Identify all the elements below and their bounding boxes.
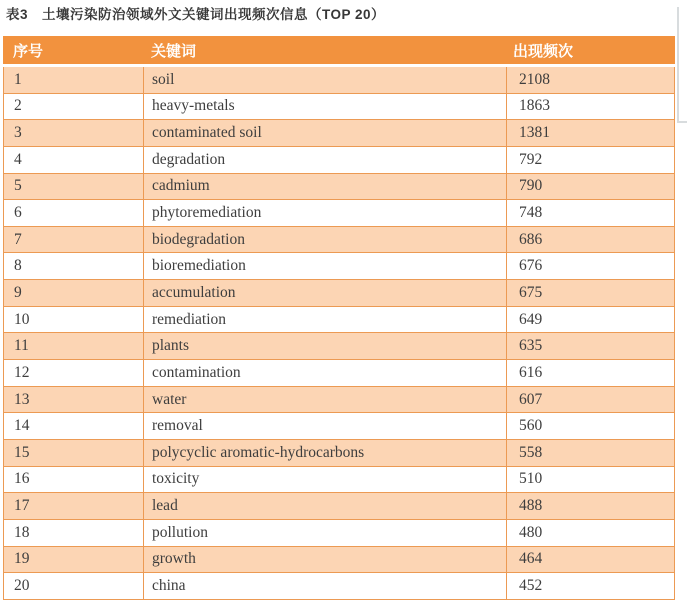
- cell-frequency: 675: [519, 283, 543, 301]
- table-row: [4, 307, 674, 334]
- table-row: [4, 94, 674, 121]
- cell-keyword: bioremediation: [144, 253, 507, 279]
- cell-rank: 2: [4, 94, 144, 120]
- cell-keyword: lead: [144, 493, 507, 519]
- cell-rank: 18: [4, 520, 144, 546]
- table-header-row: [3, 36, 675, 64]
- cell-frequency: 635: [519, 337, 543, 355]
- cell-keyword: degradation: [144, 147, 507, 173]
- cell-rank: 3: [4, 120, 144, 146]
- table-row: [4, 387, 674, 414]
- cell-keyword: heavy-metals: [144, 94, 507, 120]
- cell-keyword: accumulation: [144, 280, 507, 306]
- table-row: [4, 253, 674, 280]
- table-row: [4, 67, 674, 94]
- table-row: [4, 440, 674, 467]
- cell-frequency: 560: [519, 417, 543, 435]
- cell-keyword: growth: [144, 547, 507, 573]
- table-row: [4, 467, 674, 494]
- cell-frequency: 792: [519, 150, 543, 168]
- table-row: [4, 147, 674, 174]
- header-cell-keyword: 关键词: [151, 42, 197, 60]
- cell-frequency: 649: [519, 310, 543, 328]
- cell-rank: 13: [4, 387, 144, 413]
- page-frame-edge-vertical: [677, 7, 679, 123]
- cell-frequency: 1381: [519, 124, 550, 142]
- cell-frequency: 2108: [519, 70, 550, 88]
- cell-frequency: 558: [519, 443, 543, 461]
- table-row: [4, 573, 674, 600]
- cell-rank: 1: [4, 67, 144, 93]
- cell-keyword: biodegradation: [144, 227, 507, 253]
- cell-keyword: cadmium: [144, 174, 507, 200]
- cell-rank: 8: [4, 253, 144, 279]
- cell-keyword: remediation: [144, 307, 507, 333]
- table-row: [4, 413, 674, 440]
- cell-rank: 16: [4, 467, 144, 493]
- cell-frequency: 748: [519, 204, 543, 222]
- cell-keyword: water: [144, 387, 507, 413]
- cell-keyword: plants: [144, 333, 507, 359]
- cell-frequency: 510: [519, 470, 543, 488]
- cell-rank: 9: [4, 280, 144, 306]
- table-caption: 表3 土壤污染防治领域外文关键词出现频次信息（TOP 20）: [6, 7, 386, 22]
- cell-frequency: 1863: [519, 97, 550, 115]
- cell-keyword: china: [144, 573, 507, 599]
- header-cell-rank: 序号: [13, 42, 44, 60]
- cell-rank: 17: [4, 493, 144, 519]
- cell-rank: 5: [4, 174, 144, 200]
- cell-rank: 11: [4, 333, 144, 359]
- cell-rank: 12: [4, 360, 144, 386]
- cell-rank: 14: [4, 413, 144, 439]
- keyword-frequency-table: [3, 36, 675, 600]
- table-row: [4, 200, 674, 227]
- cell-keyword: removal: [144, 413, 507, 439]
- cell-rank: 20: [4, 573, 144, 599]
- cell-keyword: phytoremediation: [144, 200, 507, 226]
- table-body: [3, 67, 675, 600]
- cell-rank: 4: [4, 147, 144, 173]
- cell-keyword: polycyclic aromatic-hydrocarbons: [144, 440, 507, 466]
- cell-keyword: contaminated soil: [144, 120, 507, 146]
- cell-frequency: 616: [519, 363, 543, 381]
- cell-rank: 19: [4, 547, 144, 573]
- table-row: [4, 280, 674, 307]
- page-frame-edge-horizontal: [677, 121, 687, 123]
- table-row: [4, 360, 674, 387]
- cell-frequency: 607: [519, 390, 543, 408]
- cell-keyword: contamination: [144, 360, 507, 386]
- table-row: [4, 493, 674, 520]
- header-cell-frequency: 出现频次: [513, 42, 574, 60]
- cell-rank: 7: [4, 227, 144, 253]
- cell-rank: 10: [4, 307, 144, 333]
- cell-keyword: toxicity: [144, 467, 507, 493]
- table-row: [4, 333, 674, 360]
- table-row: [4, 120, 674, 147]
- cell-frequency: 464: [519, 550, 543, 568]
- cell-frequency: 452: [519, 576, 543, 594]
- table-row: [4, 547, 674, 574]
- cell-rank: 6: [4, 200, 144, 226]
- cell-keyword: soil: [144, 67, 507, 93]
- cell-frequency: 488: [519, 497, 543, 515]
- cell-rank: 15: [4, 440, 144, 466]
- cell-frequency: 676: [519, 257, 543, 275]
- cell-frequency: 790: [519, 177, 543, 195]
- table-row: [4, 174, 674, 201]
- cell-frequency: 480: [519, 523, 543, 541]
- table-row: [4, 227, 674, 254]
- table-row: [4, 520, 674, 547]
- cell-frequency: 686: [519, 230, 543, 248]
- cell-keyword: pollution: [144, 520, 507, 546]
